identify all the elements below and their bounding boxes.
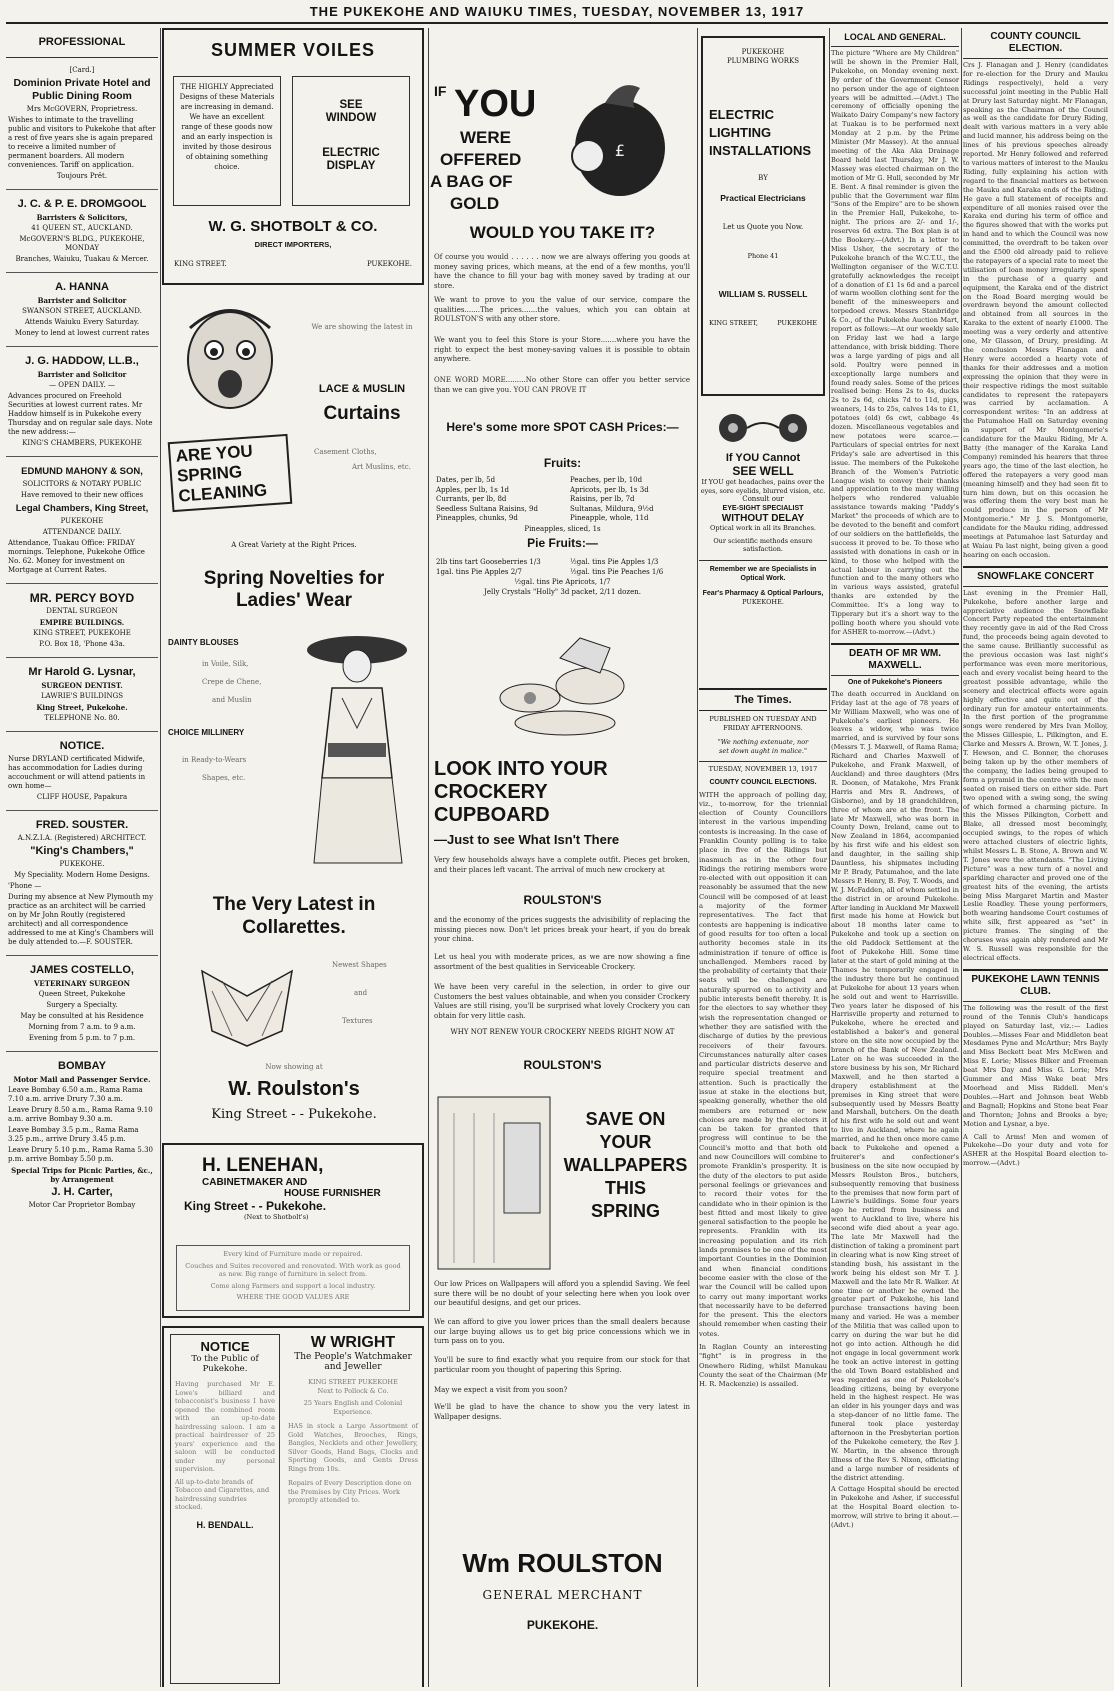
col1-c10-l2: Surgery a Specialty. xyxy=(46,1001,118,1009)
wright-ad xyxy=(288,1334,418,1505)
take-it-heading: WOULD YOU TAKE IT? xyxy=(469,223,656,242)
col2-voiles-see3: ELECTRIC xyxy=(322,147,380,159)
novelties-heading xyxy=(162,568,426,612)
col1-c7-sub: SURGEON DENTIST. xyxy=(41,681,123,690)
col3-crockery-t3: CUPBOARD xyxy=(434,804,550,826)
masthead-rule xyxy=(6,22,1108,24)
col3-general-sub: GENERAL MERCHANT xyxy=(482,1588,643,1602)
wallpaper-icon xyxy=(434,1093,554,1273)
col2-voiles-town: PUKEKOHE. xyxy=(366,260,412,268)
col2-wright-sub1: The People's Watchmaker xyxy=(294,1352,412,1362)
col1-c3-l2: Attends Waiuku Every Saturday. xyxy=(24,318,140,326)
col4-russell-town2: PUKEKOHE xyxy=(777,318,817,327)
col3-wall-t4: THIS xyxy=(604,1178,646,1198)
col2-cleaning-lace: LACE & MUSLIN xyxy=(318,383,406,395)
col4-russell-by: BY xyxy=(758,174,768,182)
col2-novelties-b3: and Muslin xyxy=(212,696,252,704)
col2-collarettes-addr: King Street - - Pukekohe. xyxy=(211,1107,377,1122)
souster-card xyxy=(6,811,158,956)
col1-c3-l3: Money to lend at lowest current rates xyxy=(14,329,150,337)
col6-council-body: Crs J. Flanagan and J. Henry (candidates for re-election for the Drury and Mauku Ridings respectively), held a very successful joint meeting in the Public Hall at Drury last Saturday night. Mr Flanagan, speaking as the Chairman of the Council as well as the candidate for Drury Riding, dealt with various matters in a very able and lucid manner, his address being on the lines of his previous speeches already reported. Mr Henry followed and referred to various matters of interest to the Mauku Riding, fully explaining his action with regard to the financial matters as between the Mauku and Karaka ends of the Riding. He gave a full statement of receipts and expenditure of all monies raised over the Karaka end during his term of office and the figures showed that with the works put in hand and to which the Council was now committed, the overdraft to be taken over and the £500 old already paid to relieve the ratepayers of a special rate to meet the utilisation of loan money irregularly spent in the purchase of a quarry and equipment, the Karaka end of the district on the Road Board merging would be overdrawn beyond the amount collected and obtained from all sources in the Karaka to the extent of nearly £1000. The meeting was a very orderly and attentive one, Mr Glasson, of Drury, presiding. At the conclusion Messrs Flanagan and Henry were accorded a hearty vote of thanks for their addresses and a motion expressing the opinion that they were in their respective ridings the most suitable candidates to represent the ratepayers was carried by acclamation. A correspondent writes: "In an address at the Patumahoe Hall on Saturday evening in support of Mr Montgomerie's candidature for the Mauku Riding, Mr A. Batty (the manager of the Karaka Land Company) reminded his hearers that three years ago, the time of the last election, he offered the ratepayers a very good man (meaning himself) and they had seen fit to turn him down, but on this occasion he was offering them the very best man he could produce in the person of Mr Montgomerie." Mr J. S. Montgomerie, candidate for the Mauku riding, addressed meetings at Patumahoe last Saturday and at Waiau Pa last night, being given a good hearing on each occasion. xyxy=(963,61,1108,559)
council-column xyxy=(963,28,1108,1687)
see-window-box xyxy=(292,76,410,206)
col2-voiles-importers: DIRECT IMPORTERS, xyxy=(254,240,332,249)
local-news-column xyxy=(831,28,959,1687)
col3-wall-p2: We can afford to give you lower prices than the small dealers because our large buying allows us to get big price concessions which we in turn pass on to you. xyxy=(434,1318,690,1346)
col6-snow-body: Last evening in the Premier Hall, Pukekohe, before another large and appreciative audience the Snowflake Concert Party repeated the entertainment they recently gave in aid of the Red Cross fund, the proceeds being again devoted to the same cause. Brilliantly successful as the previous occasion was last night's performance was even more meritorious, each and every vocalist being heard to the greatest possible advantage, while the scenery and electrical effects were again highly effective and quite out of the ordinary run for amateur entertainments. In the first portion of the programme songs were rendered by Mrs Ivan Molloy, the Misses Gillespie, L. Pilkington, and E. Clarke and Messrs A. Brown, W. T. Jones, J. T. Hewson, and C. Bonner, the choruses being taken up by the other members of the company, the ladies being grouped to form a pyramid in the centre with the men seated on raised tiers on either side. Part two opened with a swing song, the swing of which formed a charming picture. In this the Misses Pilkington, Corbett and Blake, all dressed most becomingly, occupied swings, to the ropes of which were attached clusters of electric lights, whilst Messrs L. B. Stone, A. Brown and W. T. Jones were the attendants. "The Living Picture" was a new turn of a novel and sparkling character and proved one of the greatest hits of the evening, the artists being Miss Margaret Martin and Master Leslie Roadley. These young performers, both wearing handsome Court costumes of white silk, first appeared as "set" in picture frames. The singing of the choruses was again ably rendered and Mr W. S. Russell was responsible for the electrical effects. xyxy=(963,588,1108,962)
col5-obit-title: DEATH OF MR WM. MAXWELL. xyxy=(831,643,959,676)
cleaning-ad xyxy=(162,293,426,623)
col2-cleaning-clean: CLEANING xyxy=(177,480,268,506)
col4-optical-body: If YOU get headaches, pains over the eyes, sore eyelids, blurred vision, etc. xyxy=(700,478,826,495)
col4-optical-consult: Consult our xyxy=(742,495,784,503)
col2-novelties-m1: in Ready-to-Wears xyxy=(182,756,247,764)
col3-gold-were: WERE xyxy=(460,128,511,147)
notice-card xyxy=(6,732,158,811)
col2-cleaning-casement: Casement Cloths, xyxy=(314,448,377,456)
col1-c9-l2: My Speciality. Modern Home Designs. xyxy=(14,871,150,879)
col3-wall-p5: We'll be glad to have the chance to show you the very latest in Wallpaper designs. xyxy=(434,1403,690,1421)
col3-gold-gold: GOLD xyxy=(450,194,500,213)
col2-wright-title: W WRIGHT xyxy=(310,1334,396,1351)
col4-optical-h1: If YOU Cannot xyxy=(725,452,801,464)
hotel-card xyxy=(6,58,158,190)
col3-crockery-t1: LOOK INTO YOUR xyxy=(434,758,608,780)
col2-lenehan-l4: WHERE THE GOOD VALUES ARE xyxy=(236,1293,350,1301)
fears-optical-ad xyxy=(699,408,827,606)
col1-c10-l4: Morning from 7 a.m. to 9 a.m. xyxy=(28,1023,136,1031)
col4-times-motto2: set down aught in malice." xyxy=(719,746,807,755)
col1-c1-title: Dominion Private Hotel and Public Dining Room xyxy=(13,77,151,102)
col3-cash-pie: Pie Fruits:— xyxy=(527,536,598,550)
col1-c7-l3: TELEPHONE No. 80. xyxy=(44,714,120,722)
col1-c1-body: Wishes to intimate to the travelling public and visitors to Pukekohe that after a rest of five years she is again prepared to receive a limited number of permanent boarders. All modern conveniences. Tariff on application. xyxy=(8,116,156,169)
col1-c4-l2: KING'S CHAMBERS, PUKEKOHE xyxy=(22,439,142,447)
crockery-icon xyxy=(490,628,640,748)
col2-lenehan-trade2: HOUSE FURNISHER xyxy=(284,1188,381,1199)
col1-c3-l1: SWANSON STREET, AUCKLAND. xyxy=(22,307,142,315)
col6-snow-title: SNOWFLAKE CONCERT xyxy=(963,566,1108,587)
col2-cleaning-variety: A Great Variety at the Right Prices. xyxy=(231,541,357,549)
fruit-list-right xyxy=(570,476,692,524)
col4-times-tail: In Raglan County an interesting "fight" is in progress in the Onewhero Riding, whilst Manukau County the seat of the Chairman (Mr H. R. Mackenzie) is assailed. xyxy=(699,1343,827,1389)
lysnar-card xyxy=(6,658,158,732)
col4-russell-t1: ELECTRIC xyxy=(709,107,774,122)
col3-cash-p2: ½gal. tins Pie Apples 1/3 xyxy=(570,558,659,566)
shotbolt-name: W. G. SHOTBOLT & CO. xyxy=(208,218,378,235)
col1-c4-body: Advances procured on Freehold Securities at lowest current rates. Mr Haddow himself is in Pukekohe every Thursday and on regular sale days. Note the new address:— xyxy=(8,392,153,436)
col2-lenehan-trade1: CABINETMAKER AND xyxy=(202,1177,308,1188)
col3-gold-p4: ONE WORD MORE.........No other Store can offer you better service than we can give you. YOU CAN PROVE IT xyxy=(434,376,690,394)
col1-c2-l3: Branches, Waiuku, Tuakau & Mercer. xyxy=(15,255,149,263)
col3-wall-p4: May we expect a visit from you soon? xyxy=(434,1386,568,1394)
col3-cash-f2: Peaches, per lb, 10d xyxy=(570,476,643,484)
col4-russell-name: WILLIAM S. RUSSELL xyxy=(718,288,808,299)
col3-crockery-p4: We have been very careful in the selection, in order to give our Customers the best values obtainable, and when you consider Crockery Values are still rising, you'll be surprised what lovely Crockery you can obtain for very little cash. xyxy=(434,983,690,1020)
svg-text:£: £ xyxy=(614,141,626,160)
lenehan-ad xyxy=(162,1143,424,1318)
col3-crockery-t2: CROCKERY xyxy=(434,781,548,803)
voiles-text: THE HIGHLY Appreciated Designs of these Materials are increasing in demand. We have an excellent range of these goods now and an early inspection is invited by those desirous of obtaining something choice. xyxy=(173,76,281,206)
dromgool-card xyxy=(6,190,158,273)
col1-c4-l1: — OPEN DAILY. — xyxy=(49,381,115,389)
col2-wright-body: HAS in stock a Large Assortment of Gold Watches, Brooches, Rings, Bangles, Necklets and other Jewellery, Silver Goods, Hand Bags, Clocks and Sporting Goods, and Gents Dress Rings from 10s. xyxy=(288,1422,418,1473)
notice-wright-ad xyxy=(162,1326,424,1687)
col1-c5-sub: SOLICITORS & NOTARY PUBLIC xyxy=(22,480,142,488)
col1-c10-l1: Queen Street, Pukekohe xyxy=(38,990,126,998)
col1-c1-line1: Mrs McGOVERN, Proprietress. xyxy=(26,105,138,113)
col6-tennis-title: PUKEKOHE LAWN TENNIS CLUB. xyxy=(963,969,1108,1002)
col3-crockery-p1: Very few households always have a complete outfit. Pieces get broken, and their places left vacant. The arrival of much new crockery at xyxy=(434,856,690,874)
col2-novelties-t1: Spring Novelties for xyxy=(203,568,385,589)
col1-c3-sub: Barrister and Solicitor xyxy=(37,296,127,305)
col4-optical-eye: EYE-SIGHT SPECIALIST xyxy=(722,505,804,512)
col2-novelties-t2: Ladies' Wear xyxy=(235,590,353,611)
col2-cleaning-art: Art Muslins, etc. xyxy=(352,463,411,471)
col3-cash-f1: Dates, per lb, 5d xyxy=(436,476,496,484)
col2-cleaning-spring: SPRING xyxy=(176,462,243,486)
col2-voiles-street: KING STREET. xyxy=(174,260,227,268)
lady-figure-icon xyxy=(292,628,422,868)
col1-c6-l1: EMPIRE BUILDINGS. xyxy=(39,618,125,627)
col5-obit-sub: One of Pukekohe's Pioneers xyxy=(847,678,943,686)
general-merchant-name: Wm ROULSTON xyxy=(462,1548,663,1578)
gold-bag-icon xyxy=(550,68,690,208)
col1-c8-l1: CLIFF HOUSE, Papakura xyxy=(36,793,128,801)
column-rule xyxy=(961,28,962,1687)
col3-cash-f10: Pineapple, whole, 11d xyxy=(570,514,649,522)
col3-gold-if: IF xyxy=(434,83,447,99)
col4-russell-quote: Let us Quote you Now. xyxy=(722,223,804,231)
voiles-title: SUMMER VOILES xyxy=(210,40,375,60)
col3-wall-t3: WALLPAPERS xyxy=(563,1155,688,1175)
collarettes-heading xyxy=(162,893,426,939)
col1-c10-l3: May be consulted at his Residence xyxy=(20,1012,144,1020)
col3-wall-t1: SAVE ON xyxy=(585,1109,666,1129)
col1-c10-sub: VETERINARY SURGEON xyxy=(33,979,131,988)
mahony-card xyxy=(6,457,158,584)
col1-c4-title: J. G. HADDOW, LL.B., xyxy=(25,355,139,367)
col2-collarettes-s1: Newest Shapes xyxy=(332,961,387,969)
col3-cash-p6: Jelly Crystals "Holly" 3d packet, 2/11 dozen. xyxy=(484,588,641,596)
col3-crockery-p3: Let us heal you with moderate prices, as we are now showing a fine assortment of the best qualities in Serviceable Crockery. xyxy=(434,953,690,971)
col1-c11-sub: Motor Mail and Passenger Service. xyxy=(13,1075,151,1084)
frightened-face-icon xyxy=(170,298,290,428)
col3-crockery-p5: WHY NOT RENEW YOUR CROCKERY NEEDS RIGHT NOW AT xyxy=(450,1028,675,1036)
bombay-card xyxy=(6,1052,158,1218)
collarettes-ad xyxy=(162,893,426,1133)
col2-notice-sign: H. BENDALL. xyxy=(196,1519,254,1530)
col1-c7-l2: King Street, Pukekohe. xyxy=(36,703,128,712)
masthead: THE PUKEKOHE AND WAIUKU TIMES, TUESDAY, NOVEMBER 13, 1917 xyxy=(309,4,805,19)
col2-wright-addr: KING STREET PUKEKOHE xyxy=(308,1378,398,1386)
col3-wall-p3: You'll be sure to find exactly what you require from our stock for that particular room you thought of papering this Spring. xyxy=(434,1356,690,1374)
col2-wright-foot: Repairs of Every Description done on the Premises by City Prices. Work promptly attended to. xyxy=(288,1479,412,1504)
col1-c2-l1: 41 QUEEN ST., AUCKLAND. xyxy=(31,224,133,232)
col1-c2-sub: Barristers & Solicitors, xyxy=(36,213,128,222)
col2-collarettes-s3: Textures xyxy=(342,1017,373,1025)
novelties-ad xyxy=(162,628,426,888)
col1-c11-t3: Leave Bombay 3.5 p.m., Rama Rama 3.25 p.m., arrive Drury 3.45 p.m. xyxy=(8,1126,139,1143)
col2-cleaning-showing: We are showing the latest in xyxy=(311,323,413,331)
col1-c8-title: NOTICE. xyxy=(59,740,105,752)
col4-times-date: TUESDAY, NOVEMBER 13, 1917 xyxy=(699,761,827,774)
col2-voiles-see2: WINDOW xyxy=(325,112,377,124)
col2-lenehan-street: King Street - - Pukekohe. xyxy=(184,1199,327,1213)
col2-novelties-b1: in Voile, Silk, xyxy=(202,660,249,668)
col1-c5-l2: PUKEKOHE xyxy=(60,517,104,525)
col1-c5-l3: ATTENDANCE DAILY. xyxy=(42,528,122,536)
col4-optical-town: PUKEKOHE. xyxy=(742,597,784,606)
col1-c7-l1: LAWRIE'S BUILDINGS xyxy=(40,692,124,700)
col2-voiles-see4: DISPLAY xyxy=(326,160,376,172)
col6-tennis-body: The following was the result of the first round of the Tennis Club's handicaps played on Saturday last, viz.:— Ladies Doubles.—Misses Fear and Middleton beat Mesdames Pyne and McArthur; Mrs Bayly and Miss Beckett beat Mrs McEwen and Miss E. Lorie; Misses Bilker and Freeman beat Mrs Day and Miss G. Lorie; Mrs Gummer and Miss Wake beat Mrs Moorhead and Miss Riddell. Men's Doubles.—Hart and Johnson beat Webb and Bagnall; Hopkins and Stone beat Fear and Thornton; Johns and Brooks a bye; Motion and Lysnar, a bye. xyxy=(963,1003,1108,1128)
col1-c10-title: JAMES COSTELLO, xyxy=(30,964,134,976)
col2-novelties-millinery: CHOICE MILLINERY xyxy=(168,728,245,737)
column-rule xyxy=(829,28,830,1687)
you-heading: YOU xyxy=(454,83,537,125)
col2-lenehan-l3: Come along Farmers and support a local industry. xyxy=(210,1281,376,1290)
col2-collarettes-t1: The Very Latest in xyxy=(212,894,376,915)
col5-local-body: The picture "Where are My Children" will be shown in the Premier Hall, Pukekohe, on Monday evening next. By order of the Government Censor no person under the age of eighteen years will be admitted.—(Advt.) The ceremony of officially opening the Waikato Dairy Company's new factory at Tuakau is to be performed next Monday at 2 p.m. by the Prime Minister (Mr Massey). At the annual meeting of the Aka Aka Drainage Board held last Thursday, Mr J. W. Massey was elected chairman on the motion of Mr G. Hull, seconded by Mr E. Bent. A final reminder is given the public that the Government war film "Sons of the Empire" are to be shown in the Premier Hall, Pukekohe, to-night. The prices are 2/- and 1/-, reserves 6d extra. The Box plan is at the Bookery.—(Advt.) In a letter to Miss Usher, the secretary of the Pukekohe branch of the W.C.T.U., the Wellington organiser of the W.C.T.U. gratefully acknowledges the receipt of a donation of £1 1s 6d and a parcel of warm woollen clothing sent for the benefit of the minesweepers and torpedoed crews. Messrs Stanbridge & Co., of the Pukekohe Auction Mart, report as follows:—At our weekly sale on Friday last we had a large attendance, with brisk bidding. There was a large yarding of pigs and all sold. Poultry were penned in exceptionally large numbers and found ready sales. Some of the prices realised being: Hens 2s to 4s, ducks 2s to 2s 6d, chicks 7d to 11d, pigs, weaners, 14s to 25s, calves 14s to £1, potatoes (old) 6s cwt, cabbage 4s dozen. Miscellaneous vegetables and new potatoes were scarce.—Particulars of special entries for next Friday's sale are advertised in this issue. The members of the Pukekohe Branch of the Women's Patriotic League wish to convey their thanks and appreciation to the many willing helpers who rendered valuable assistance towards making "Paddy's Market" the proceeds of which are to be devoted to the benefit and comfort of our soldiers on the battlefields, the success it proved to be. To those who assisted with donations in cash or in kind, to those who helped with the actual labour in carrying out the function and to the many others who in various ways assisted, grateful thanks are extended by the Committee. It's a long way to Tipperary but it's a short way to the polling booth where you should vote for ASHER to-morrow.—(Advt.) xyxy=(831,49,959,636)
col2-wright-years: 25 Years English and Colonial Experience. xyxy=(303,1399,403,1416)
col2-novelties-b2: Crepe de Chene, xyxy=(202,678,262,686)
col2-collarettes-t2: Collarettes. xyxy=(242,917,346,938)
col1-c10-l5: Evening from 5 p.m. to 7 p.m. xyxy=(28,1034,136,1042)
col3-crockery-firm1: ROULSTON'S xyxy=(523,893,602,907)
col6-tennis-tail: A Call to Arms! Men and women of Pukekohe—Do your duty and vote for ASHER at the Hospital Board election to-morrow.—(Advt.) xyxy=(963,1132,1108,1168)
col3-cash-f3: Apples, per lb, 1s 1d xyxy=(436,485,510,494)
haddow-card xyxy=(6,347,158,457)
col3-wall-t2: YOUR xyxy=(599,1132,652,1152)
col2-wright-next: Next to Pollock & Co. xyxy=(317,1386,389,1395)
col3-wall-p1: Our low Prices on Wallpapers will afford you a splendid Saving. We feel sure there will be no doubt of your selecting here when you look over our beautiful designs, and get our prices. xyxy=(434,1280,690,1308)
col1-c3-title: A. HANNA xyxy=(55,281,109,293)
curtains-heading: Curtains xyxy=(323,403,401,424)
col4-times-body: WITH the approach of polling day, viz., to-morrow, for the triennial election of County Councillors interest in the various impending contests is increasing. In the case of Franklin County polling is to take place in five of the Ridings but inasmuch as in the other four Ridings the retiring members were re-elected with out opposition it can reasonably be assumed that the new Council will be composed of at least a majority of the former representatives. The fact that contests are happening is indicative of good results for too often a local authority becomes stale in its administration if tenure of office is unchallenged. Members raced by the probability of certainty that their seats will be challenged are naturally spurred on to activity and public interests benefit thereby. It is for the electors to say whether they wish the representation changed or whether they are satisfied with the discharge of duties by the previous receivers of their favours. Circumstances naturally alter cases and particular districts deserve and require special treatment and attention. Such is practically the issue at stake in the elections but, speaking generally, whether the old members are returned or new choices are made by the electors it can be taken for granted that progress will continue to be the Council's motto and that both old and new Councillors will combine to promote Franklin's prosperity. It is the duty of the electors to put aside personal feelings or grievances and to record their votes for the candidate who in their opinion is the best fitted and most likely to give general satisfaction to the people he represents. Franklin with its increasing population and its rich lands promises to be one of the most important Counties in the Dominion and when financial conditions become easier with the close of the war the Council will be called upon to carry out many important works that necessarily have to be deferred for the present. This the electors should remember when casting their votes. xyxy=(699,790,827,1338)
col2-lenehan-l1: Every kind of Furniture made or repaired. xyxy=(223,1250,363,1258)
col4-russell-t3: INSTALLATIONS xyxy=(709,143,812,158)
roulston-name: W. Roulston's xyxy=(228,1078,360,1100)
col1-c9-l1: PUKEKOHE. xyxy=(59,860,105,868)
col1-c9-l3: 'Phone — xyxy=(8,882,42,890)
col4-russell-t2: LIGHTING xyxy=(709,125,772,140)
boyd-card xyxy=(6,584,158,658)
wallpaper-heading xyxy=(558,1108,693,1223)
col2-novelties-blouses: DAINTY BLOUSES xyxy=(168,638,239,647)
costello-card xyxy=(6,956,158,1052)
col3-cash-p1: 2lb tins tart Gooseberries 1/3 xyxy=(436,558,541,566)
col2-notice-sub: To the Public of Pukekohe. xyxy=(191,1354,259,1374)
col4-russell-trade: PLUMBING WORKS xyxy=(726,57,800,65)
col3-gold-bag: A BAG OF xyxy=(430,172,513,191)
col3-cash-fruits: Fruits: xyxy=(543,456,582,470)
col3-general-town: PUKEKOHE. xyxy=(526,1618,599,1632)
col1-c6-title: MR. PERCY BOYD xyxy=(29,591,135,605)
col1-c11-t4: Leave Drury 5.10 p.m., Rama Rama 5.30 p.m. arrive Bombay 5.50 p.m. xyxy=(8,1146,153,1163)
col3-cash-f7: Seedless Sultana Raisins, 9d xyxy=(436,504,538,513)
col2-collarettes-s2: and xyxy=(354,989,368,997)
col2-notice-l2: All up-to-date brands of Tobacco and Cigarettes, and hairdressing sundries stocked. xyxy=(175,1477,270,1511)
col3-cash-p4: ½gal. tins Pie Peaches 1/6 xyxy=(570,567,664,576)
col1-c1-foot: Toujours Prêt. xyxy=(56,172,108,180)
col1-c9-body: During my absence at New Plymouth my practice as an architect will be carried on by Mr John Routly (registered architect) and all correspondence addressed to me at King's Chambers will be duly attended to.—F. SOUSTER. xyxy=(8,893,154,946)
col4-optical-firm: Fear's Pharmacy & Optical Parlours, xyxy=(702,589,824,597)
col3-cash-f9: Pineapples, chunks, 9d xyxy=(436,514,518,522)
col2-novelties-m2: Shapes, etc. xyxy=(202,774,246,782)
col1-c7-title: Mr Harold G. Lysnar, xyxy=(28,666,136,678)
col1-c1-tag: [Card.] xyxy=(69,66,95,74)
col1-c5-l1: Have removed to their new offices xyxy=(20,491,144,499)
col4-optical-rem: Remember we are Specialists in Optical Work. xyxy=(699,560,827,583)
times-editorial xyxy=(699,688,827,1390)
crockery-heading xyxy=(434,758,608,827)
russell-ad xyxy=(701,36,825,396)
col1-c4-sub: Barrister and Solicitor xyxy=(37,370,127,379)
col1-c5-body: Attendance, Tuakau Office: FRIDAY mornings. Telephone, Pukekohe Office No. 62. Money for investment on Mortgage at Current Rates. xyxy=(8,539,145,574)
col4-russell-phone: Phone 41 xyxy=(747,252,779,260)
col2-lenehan-name: H. LENEHAN, xyxy=(202,1155,324,1176)
voiles-ad xyxy=(162,28,424,285)
col3-crockery-firm2: ROULSTON'S xyxy=(523,1058,602,1072)
times-column xyxy=(699,28,827,1687)
col1-c6-l2: KING STREET, PUKEKOHE xyxy=(33,629,131,637)
col1-c11-title: BOMBAY xyxy=(58,1060,106,1072)
hanna-card xyxy=(6,273,158,347)
col4-optical-without: WITHOUT DELAY xyxy=(721,513,805,524)
col3-cash-f6: Raisins, per lb, 7d xyxy=(570,495,635,503)
col2-collarettes-now: Now showing at xyxy=(265,1063,323,1071)
spot-cash-heading: Here's some more SPOT CASH Prices:— xyxy=(446,420,679,434)
column-rule xyxy=(697,28,698,1687)
col6-council-title: COUNTY COUNCIL ELECTION. xyxy=(963,28,1108,59)
col4-times-pub: PUBLISHED ON TUESDAY AND FRIDAY AFTERNOONS. xyxy=(709,715,817,732)
col3-cash-f8: Sultanas, Mildura, 9½d xyxy=(570,504,654,513)
col3-gold-offered: OFFERED xyxy=(440,150,522,169)
col2-lenehan-l2: Couches and Suites recovered and renovated. With work as good as new. Big range of furniture in select from. xyxy=(185,1261,401,1278)
col4-times-title: The Times. xyxy=(699,688,827,711)
col1-c6-l3: P.O. Box 18, 'Phone 43a. xyxy=(39,640,125,648)
spectacles-icon xyxy=(699,408,827,448)
col5-local-title: LOCAL AND GENERAL. xyxy=(831,28,959,47)
professional-column xyxy=(6,28,158,1687)
fruit-list-left xyxy=(436,476,561,524)
col3-crockery-sub: —Just to see What Isn't There xyxy=(434,832,620,847)
col4-times-head: COUNTY COUNCIL ELECTIONS. xyxy=(709,778,817,786)
col1-c11-t1: Leave Bombay 6.50 a.m., Rama Rama 7.10 a.m. arrive Drury 7.30 a.m. xyxy=(8,1086,143,1103)
section-title: PROFESSIONAL xyxy=(38,36,126,48)
column-rule xyxy=(160,28,161,1687)
col4-optical-h2: SEE WELL xyxy=(732,464,794,478)
drapery-column xyxy=(162,28,426,1687)
col1-c11-foot: Motor Car Proprietor Bombay xyxy=(28,1201,136,1209)
col4-optical-branches: Optical work in all its Branches. xyxy=(710,524,816,532)
col1-c9-big: "King's Chambers," xyxy=(30,845,134,857)
col5-obit-tail: A Cottage Hospital should be erected in Pukekohe and Asher, if successful at the Hospital Board election to-morrow, will strive to bring it about.—(Advt.) xyxy=(831,1485,959,1530)
col3-cash-f11: Pineapples, sliced, 1s xyxy=(524,525,601,533)
col4-optical-sci: Our scientific methods ensure satisfaction. xyxy=(713,536,813,553)
column-rule xyxy=(428,28,429,1687)
are-you-spring-cleaning xyxy=(168,434,293,512)
col4-times-motto1: "We nothing extenuate, nor xyxy=(717,738,809,746)
col4-russell-street: KING STREET, xyxy=(709,318,758,327)
col1-c8-body: Nurse DRYLAND certificated Midwife, has accommodation for Ladies during accouchment or will attend patients in own home— xyxy=(8,755,146,790)
col3-cash-p3: 1gal. tins Pie Apples 2/7 xyxy=(436,567,522,576)
col3-wall-t5: SPRING xyxy=(590,1201,660,1221)
col1-c2-l2: McGOVERN'S BLDG., PUKEKOHE, MONDAY xyxy=(19,235,145,252)
col3-gold-p1: Of course you would . . . . . . now we are always offering you goods at money saving prices, which means, at the end of a few months, you'll have the chance to fill your bag with money saved by trading at our store. xyxy=(434,253,690,290)
col5-obit-body: The death occurred in Auckland on Friday last at the age of 78 years of Mr William Maxwell, who was one of Pukekohe's earliest pioneers. He leaves a widow, who was twice married, and is survived by four sons (Messrs T. J. Maxwell, of Rama Rama; Richard and Charles Maxwell of Pukekohe, and Frank Maxwell, of Auckland) and three daughters (Mrs R. Doonen, of Matakohe, Mrs Frank Harris and Mrs R. Andrews, of Gisborne), and by 18 grandchildren, three of whom are at the front. The late Mr Maxwell, who was born in County Down, Ireland, came out to New Zealand in 1864, accompanied by his first wife and his eldest son and daughter, in the sailing ship Dauntless, his shipmates including Mr P. Brady, Patumahoe, and the late Messrs P. Henry, B. Foy, T. Woods, and W. J. McFadden, all of whom settled in the district in or around Pukekohe. After landing in Auckland Mr Maxwell first made his home at Howick but about 18 months later came to Pukekohe and took up a section on the old Paddock Settlement at the foot of Pukekohe Hill. Some time later at the start of gold mining at the Thames he temporarily engaged in the industry there but he continued at Pukekohe for about 13 years when he sold out and went to Harrisville. Two years later he disposed of his Harrisville property and returned to Pukekohe, where he erected and established a baker's and general store on the site now occupied by the branch of the Bank of New Zealand. Later on he was succeeded in the store business by his son, Mr Richard Maxwell, and he then started a drapery establishment at the premises in King street that were subsequently used by Messrs Beatty and Marshall, butchers. On the death of his first wife he sold out and went to live in Auckland, where he again married, and he then once more came back to Pukekohe and opened a fruiterer's and confectioner's business on the site now occupied by Messrs Roulston Bros., butchers, subsequently removing that business to the premises that now form part of Lawrie's buildings. Some four years ago he retired from business and went to Auckland to live, where his second wife died about a year ago. The late Mr Maxwell had the distinction of taking a prominent part in clearing what is now King street of standing bush, his assistant in the work being his eldest son Mr T. J. Maxwell and the late Mr R. Walker. At one time or another he owned the greater part of Pukekohe, his land purchase transactions having been many and varied. He was a member of the Militia that was called upon to carry on during the war but he did not go into action. Although he did not engage in local government work he took an active interest in getting the old Town Board established and was regarded as one of Pukekohe's leading citizens, being by everyone held in the highest respect. He was an elder in his younger days and was a step-dancer of no little fame. The funeral took place yesterday afternoon in the Presbyterian portion of the Pukekohe cemetery, the Rev J. W. Martin, in the absence through illness of the Rev S. Nixon, officiating and a large number of residents of the district attending. xyxy=(831,689,959,1482)
col3-gold-p2: We want to prove to you the value of our service, compare the qualities.......The prices.......the values, which you can obtain at ROULSTON'S with any other store. xyxy=(434,296,690,324)
col2-cleaning-are: ARE YOU xyxy=(175,441,254,466)
col1-c5-title: EDMUND MAHONY & SON, xyxy=(21,466,143,477)
collarette-icon xyxy=(192,951,302,1051)
col3-cash-f4: Apricots, per lb, 1s 3d xyxy=(570,485,649,494)
col1-c5-big: Legal Chambers, King Street, xyxy=(15,503,149,514)
col2-lenehan-next: (Next to Shotbolt's) xyxy=(244,1213,309,1221)
col1-c11-t2: Leave Drury 8.50 a.m., Rama Rama 9.10 a.m. arrive Bombay 9.30 a.m. xyxy=(8,1106,153,1123)
col1-c11-trips: Special Trips for Picnic Parties, &c., by Arrangement xyxy=(11,1166,153,1184)
col2-notice-title: NOTICE xyxy=(200,1339,250,1354)
col3-crockery-p2: and the economy of the prices suggests the advisibility of replacing the missing pieces now. Don't let prices break your heart, if you do break your china. xyxy=(434,916,690,944)
col1-c9-title: FRED. SOUSTER. xyxy=(35,819,129,831)
col4-russell-town: PUKEKOHE xyxy=(741,48,785,56)
col3-cash-f5: Currants, per lb, 8d xyxy=(436,495,507,503)
col3-cash-p5: ½gal. tins Pie Apricots, 1/7 xyxy=(514,578,611,586)
col3-gold-p3: We want you to feel this Store is your Store.......where you have the right to expect the best money-saving values it is possible to obtain anywhere. xyxy=(434,336,690,364)
col1-c2-title: J. C. & P. E. DROMGOOL xyxy=(17,198,147,210)
col2-wright-sub2: and Jeweller xyxy=(324,1362,382,1372)
bendall-notice xyxy=(170,1334,280,1684)
col1-c11-owner: J. H. Carter, xyxy=(51,1186,113,1198)
col2-notice-body: Having purchased Mr E. Lowe's billiard and tobacconist's business I have opened the combined room with an up-to-date hairdressing saloon. I am a practical hairdresser of 25 years' experience and the saloon will be conducted under my personal supervision. xyxy=(175,1380,275,1473)
col4-russell-prac: Practical Electricians xyxy=(720,193,806,203)
roulston-column xyxy=(430,28,695,1687)
col1-c6-sub: DENTAL SURGEON xyxy=(46,607,118,615)
col1-c9-sub: A.N.Z.I.A. (Registered) ARCHITECT. xyxy=(17,834,147,842)
col2-voiles-see1: SEE xyxy=(339,99,363,111)
